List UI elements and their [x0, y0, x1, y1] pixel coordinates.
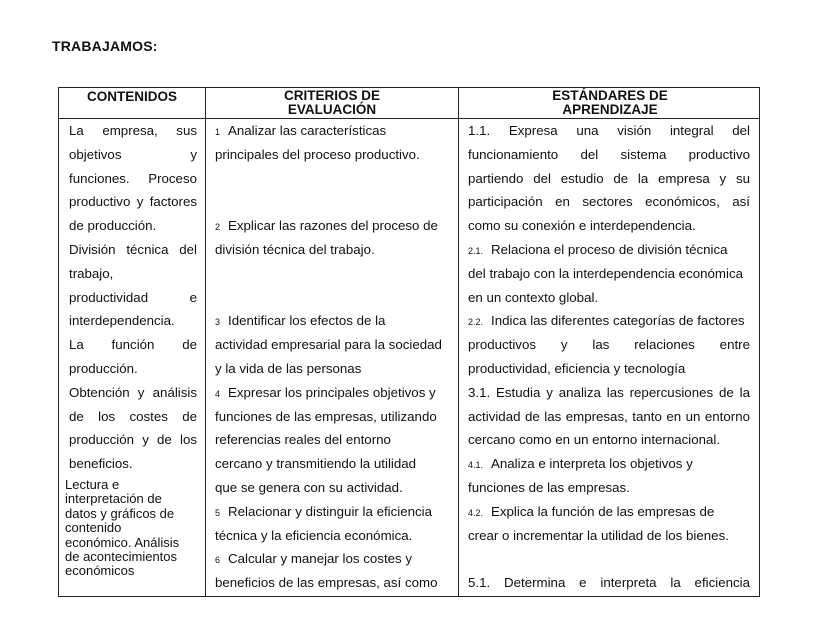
criterio-text: técnica y la eficiencia económica.: [215, 527, 413, 543]
contenidos-tight-line: datos y gráficos de: [65, 505, 175, 521]
contenidos-line: producción y de los: [69, 432, 197, 448]
criterios-line: [215, 214, 451, 238]
criterios-line: [215, 381, 451, 405]
criterios-line: [215, 167, 451, 191]
estandar-text: partiendo del estudio de la empresa y su: [468, 170, 750, 186]
criterio-text: actividad empresarial para la sociedad: [215, 337, 442, 353]
estandar-text: crear o incrementar la utilidad de los bienes.: [468, 527, 729, 543]
criterios-line: [215, 452, 451, 476]
contenidos-line: funciones. Proceso: [69, 170, 197, 186]
criterios-line: [215, 309, 451, 333]
criterio-text: cercano y transmitiendo la utilidad: [215, 456, 417, 472]
criterios-line: [215, 357, 451, 381]
estandar-text: en un contexto global.: [468, 289, 599, 305]
criterios-line: [215, 286, 451, 310]
contenidos-line: de los costes de: [69, 408, 197, 424]
contenidos-line: La empresa, sus: [69, 123, 197, 138]
criterio-number: 2: [215, 222, 221, 233]
estandares-line: [468, 571, 750, 595]
header-contenidos: CONTENIDOS: [86, 89, 177, 104]
criterios-line: [215, 405, 451, 429]
estandar-number: 4.2.: [468, 507, 484, 518]
criterios-line: [215, 571, 451, 595]
estandar-text: como su conexión e interdependencia.: [468, 218, 696, 234]
estandar-text: Indica las diferentes categorías de factores: [491, 313, 745, 329]
contenidos-tight-line: de acontecimientos: [65, 549, 178, 565]
estandares-line: [468, 357, 750, 381]
column-divider: [458, 88, 459, 596]
criterios-line: [215, 524, 451, 548]
column-divider: [205, 88, 206, 596]
criterio-text: Identificar los efectos de la: [228, 313, 386, 329]
criterios-column: [215, 119, 451, 595]
criterios-line: [215, 190, 451, 214]
contenidos-line: trabajo,: [69, 265, 114, 281]
contenidos-tight-line: económico. Análisis: [65, 534, 180, 550]
contenidos-line: interdependencia.: [69, 313, 175, 329]
curriculum-table: [58, 87, 760, 597]
criterio-number: 1: [215, 127, 221, 137]
estandares-line: [468, 547, 750, 571]
criterio-text: Analizar las características: [228, 123, 387, 138]
estandares-line: [468, 262, 750, 286]
criterios-line: [215, 428, 451, 452]
contenidos-column-tight: [65, 478, 195, 579]
contenidos-line: productividad e: [69, 289, 197, 305]
estandar-text: del trabajo con la interdependencia económica: [468, 265, 743, 281]
estandar-text: productividad, eficiencia y tecnología: [468, 360, 686, 376]
header-estandares: [459, 89, 761, 117]
criterio-text: beneficios de las empresas, así como: [215, 575, 438, 591]
criterio-text: Expresar los principales objetivos y: [228, 384, 436, 400]
criterio-text: Relacionar y distinguir la eficiencia: [228, 503, 433, 519]
estandar-text: 1.1. Expresa una visión integral del: [468, 123, 750, 138]
contenidos-line: La función de: [69, 337, 197, 353]
estandar-text: Explica la función de las empresas de: [491, 503, 715, 519]
criterio-text: referencias reales del entorno: [215, 432, 391, 448]
contenidos-line: de producción.: [69, 218, 157, 234]
criterios-line: [215, 547, 451, 571]
estandar-text: funciones de las empresas.: [468, 479, 630, 495]
estandares-line: [468, 167, 750, 191]
criterio-number: 4: [215, 388, 221, 399]
estandares-line: [468, 119, 750, 143]
contenidos-line: beneficios.: [69, 456, 133, 472]
estandares-line: [468, 190, 750, 214]
contenidos-tight-line: económicos: [65, 563, 135, 579]
section-heading: TRABAJAMOS:: [52, 38, 158, 54]
contenidos-line: objetivos y: [69, 146, 197, 162]
estandar-text: cercano como en un entorno internacional.: [468, 432, 721, 448]
header-criterios-line: CRITERIOS DE: [283, 88, 380, 103]
estandar-text: 3.1. Estudia y analiza las repercusiones de la: [468, 384, 750, 400]
contenidos-tight-line: interpretación de: [65, 491, 162, 507]
estandar-text: Relaciona el proceso de división técnica: [491, 241, 728, 257]
estandares-line: [468, 333, 750, 357]
criterio-text: que se genera con su actividad.: [215, 479, 403, 495]
estandar-text: Analiza e interpreta los objetivos y: [491, 456, 693, 472]
header-estandares-line: ESTÁNDARES DE: [552, 88, 668, 103]
estandares-line: [468, 452, 750, 476]
estandar-text: actividad de las empresas, tanto en un entorno: [468, 408, 750, 424]
contenidos-column: [69, 119, 197, 476]
estandares-line: [468, 309, 750, 333]
estandar-text: participación en sectores económicos, así: [468, 194, 750, 210]
criterios-line: [215, 119, 451, 143]
criterio-number: 6: [215, 555, 221, 566]
estandares-line: [468, 405, 750, 429]
contenidos-line: División técnica del: [69, 241, 197, 257]
estandar-text: funcionamiento del sistema productivo: [468, 146, 750, 162]
criterios-line: [215, 333, 451, 357]
criterio-text: funciones de las empresas, utilizando: [215, 408, 437, 424]
header-criterios: [206, 89, 458, 117]
estandares-line: [468, 238, 750, 262]
criterio-number: 5: [215, 507, 221, 518]
estandares-line: [468, 524, 750, 548]
criterio-text: Calcular y manejar los costes y: [228, 551, 413, 567]
estandares-line: [468, 500, 750, 524]
header-estandares-line: APRENDIZAJE: [562, 102, 658, 117]
estandares-line: [468, 428, 750, 452]
criterios-line: [215, 143, 451, 167]
estandar-text: productivos y las relaciones entre: [468, 337, 750, 353]
estandares-line: [468, 286, 750, 310]
criterio-text: Explicar las razones del proceso de: [228, 218, 438, 234]
criterios-line: [215, 262, 451, 286]
estandar-number: 4.1.: [468, 460, 484, 471]
estandar-number: 2.1.: [468, 245, 484, 256]
estandares-line: [468, 143, 750, 167]
estandar-text: 5.1. Determina e interpreta la eficiencia: [468, 575, 750, 591]
estandar-number: 2.2.: [468, 317, 484, 328]
estandares-column: [468, 119, 750, 595]
criterios-line: [215, 238, 451, 262]
contenidos-tight-line: contenido: [65, 520, 122, 536]
criterios-line: [215, 476, 451, 500]
estandares-line: [468, 381, 750, 405]
criterio-text: principales del proceso productivo.: [215, 146, 420, 162]
estandares-line: [468, 214, 750, 238]
contenidos-tight-line: Lectura e: [65, 477, 120, 492]
contenidos-line: Obtención y análisis: [69, 384, 197, 400]
criterio-number: 3: [215, 317, 221, 328]
estandares-line: [468, 476, 750, 500]
criterios-line: [215, 500, 451, 524]
contenidos-line: productivo y factores: [69, 194, 197, 210]
contenidos-line: producción.: [69, 360, 138, 376]
criterio-text: y la vida de las personas: [215, 360, 362, 376]
criterio-text: división técnica del trabajo.: [215, 241, 375, 257]
header-criterios-line: EVALUACIÓN: [287, 102, 377, 117]
